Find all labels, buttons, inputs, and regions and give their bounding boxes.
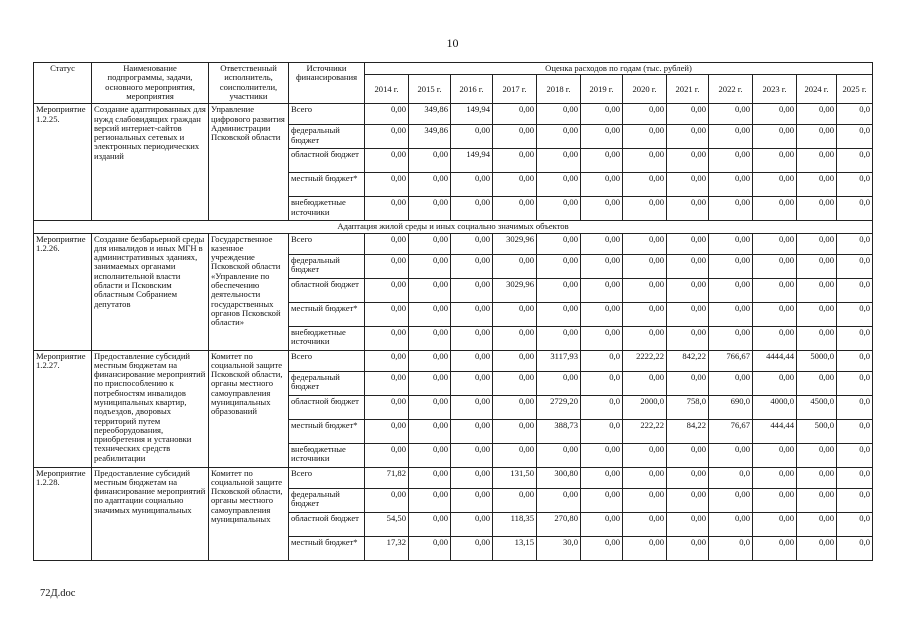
cell-value: 4444,44 [753, 350, 797, 371]
cell-responsible: Государственное казенное учреждение Псковской области «Управление по обеспечению деятельности государственных органов Псковской области» [209, 233, 289, 350]
cell-value: 300,80 [537, 467, 581, 488]
cell-value: 0,00 [623, 149, 667, 173]
header-sources: Источники финансирования [289, 63, 365, 104]
cell-value: 17,32 [365, 536, 409, 560]
cell-value: 0,00 [797, 443, 837, 467]
cell-value: 0,00 [493, 302, 537, 326]
cell-value: 0,00 [451, 467, 493, 488]
cell-value: 0,00 [623, 254, 667, 278]
cell-value: 0,00 [493, 197, 537, 221]
cell-source: Всего [289, 104, 365, 125]
cell-value: 0,0 [837, 443, 873, 467]
header-year: 2014 г. [365, 75, 409, 104]
cell-value: 4500,0 [797, 395, 837, 419]
cell-value: 0,00 [365, 149, 409, 173]
cell-value: 0,00 [753, 278, 797, 302]
cell-value: 0,0 [837, 149, 873, 173]
cell-value: 500,0 [797, 419, 837, 443]
cell-value: 0,00 [623, 104, 667, 125]
cell-value: 0,00 [365, 395, 409, 419]
cell-value: 5000,0 [797, 350, 837, 371]
cell-value: 0,0 [837, 278, 873, 302]
cell-value: 2000,0 [623, 395, 667, 419]
cell-value: 0,00 [409, 302, 451, 326]
cell-value: 0,00 [493, 350, 537, 371]
section-title: Адаптация жилой среды и иных социально значимых объектов [34, 221, 873, 233]
cell-value: 0,00 [581, 104, 623, 125]
header-estimate: Оценка расходов по годам (тыс. рублей) [365, 63, 873, 75]
cell-value: 0,00 [493, 488, 537, 512]
cell-value: 0,00 [667, 173, 709, 197]
cell-value: 0,00 [365, 173, 409, 197]
cell-value: 0,00 [709, 173, 753, 197]
cell-name: Создание безбарьерной среды для инвалидов и иных МГН в административных зданиях, занимаемых органами исполнительной власти области и Псковским областным Собранием депутатов [92, 233, 209, 350]
cell-value: 0,00 [451, 326, 493, 350]
header-year: 2018 г. [537, 75, 581, 104]
header-status: Статус [34, 63, 92, 104]
cell-value: 0,00 [753, 326, 797, 350]
table-row [34, 233, 873, 254]
cell-value: 0,00 [451, 512, 493, 536]
cell-value: 0,00 [537, 326, 581, 350]
cell-value: 0,0 [837, 395, 873, 419]
cell-value: 0,00 [753, 104, 797, 125]
cell-value: 0,0 [837, 254, 873, 278]
cell-value: 0,00 [753, 536, 797, 560]
cell-value: 0,00 [365, 104, 409, 125]
cell-value: 0,00 [709, 488, 753, 512]
cell-value: 118,35 [493, 512, 537, 536]
cell-value: 149,94 [451, 104, 493, 125]
cell-value: 0,00 [797, 467, 837, 488]
footer-filename: 72Д.doc [40, 588, 76, 599]
cell-value: 0,00 [667, 443, 709, 467]
cell-value: 0,00 [493, 125, 537, 149]
cell-value: 0,00 [667, 512, 709, 536]
cell-source: областной бюджет [289, 512, 365, 536]
cell-value: 0,00 [537, 302, 581, 326]
cell-value: 0,00 [709, 197, 753, 221]
cell-value: 0,00 [409, 326, 451, 350]
cell-value: 0,00 [709, 371, 753, 395]
cell-value: 0,00 [581, 254, 623, 278]
cell-value: 0,00 [623, 173, 667, 197]
cell-value: 0,0 [837, 197, 873, 221]
cell-value: 0,00 [623, 197, 667, 221]
cell-responsible: Комитет по социальной защите Псковской области, органы местного самоуправления муниципальных образований [209, 350, 289, 467]
cell-value: 0,00 [753, 512, 797, 536]
cell-value: 0,00 [753, 173, 797, 197]
cell-value: 0,00 [493, 371, 537, 395]
cell-value: 131,50 [493, 467, 537, 488]
cell-value: 222,22 [623, 419, 667, 443]
cell-value: 0,00 [451, 173, 493, 197]
cell-value: 0,00 [797, 302, 837, 326]
cell-value: 3117,93 [537, 350, 581, 371]
header-year: 2024 г. [797, 75, 837, 104]
cell-value: 0,00 [451, 443, 493, 467]
cell-value: 0,00 [709, 104, 753, 125]
cell-value: 0,00 [409, 512, 451, 536]
cell-value: 0,00 [623, 302, 667, 326]
cell-value: 349,86 [409, 125, 451, 149]
cell-source: федеральный бюджет [289, 488, 365, 512]
cell-value: 0,00 [709, 233, 753, 254]
cell-name: Предоставление субсидий местным бюджетам на финансирование мероприятий по адаптации социально значимых муниципальных [92, 467, 209, 560]
header-name: Наименование подпрограммы, задачи, основного мероприятия, мероприятия [92, 63, 209, 104]
cell-value: 0,00 [451, 233, 493, 254]
cell-value: 0,00 [409, 443, 451, 467]
cell-value: 0,00 [409, 233, 451, 254]
cell-value: 0,00 [581, 326, 623, 350]
cell-value: 0,00 [753, 371, 797, 395]
cell-value: 0,00 [365, 254, 409, 278]
cell-value: 54,50 [365, 512, 409, 536]
cell-value: 0,00 [365, 233, 409, 254]
cell-value: 0,00 [451, 254, 493, 278]
header-responsible: Ответственный исполнитель, соисполнители, участники [209, 63, 289, 104]
cell-value: 0,00 [409, 149, 451, 173]
cell-source: местный бюджет* [289, 536, 365, 560]
cell-value: 0,00 [409, 350, 451, 371]
cell-value: 0,00 [365, 326, 409, 350]
cell-value: 0,0 [837, 302, 873, 326]
cell-value: 30,0 [537, 536, 581, 560]
cell-value: 0,0 [581, 350, 623, 371]
cell-value: 0,00 [537, 233, 581, 254]
cell-value: 0,00 [753, 149, 797, 173]
cell-value: 0,00 [667, 104, 709, 125]
cell-value: 71,82 [365, 467, 409, 488]
cell-value: 758,0 [667, 395, 709, 419]
cell-value: 84,22 [667, 419, 709, 443]
cell-value: 0,00 [797, 512, 837, 536]
cell-source: внебюджетные источники [289, 326, 365, 350]
cell-value: 0,00 [667, 233, 709, 254]
cell-value: 0,00 [623, 125, 667, 149]
cell-value: 0,00 [409, 419, 451, 443]
cell-value: 0,00 [537, 104, 581, 125]
cell-value: 0,00 [451, 350, 493, 371]
cell-value: 0,00 [493, 443, 537, 467]
cell-value: 0,00 [797, 104, 837, 125]
cell-value: 2729,20 [537, 395, 581, 419]
cell-value: 0,00 [581, 278, 623, 302]
cell-value: 0,00 [797, 326, 837, 350]
cell-value: 0,00 [451, 278, 493, 302]
cell-value: 0,00 [581, 233, 623, 254]
cell-value: 0,00 [753, 233, 797, 254]
cell-value: 0,00 [667, 149, 709, 173]
cell-value: 0,0 [581, 371, 623, 395]
cell-value: 3029,96 [493, 278, 537, 302]
cell-value: 0,00 [493, 395, 537, 419]
header-year: 2015 г. [409, 75, 451, 104]
cell-value: 0,00 [537, 125, 581, 149]
page-number: 10 [446, 36, 459, 50]
header-year: 2025 г. [837, 75, 873, 104]
cell-value: 0,00 [537, 149, 581, 173]
header-year: 2017 г. [493, 75, 537, 104]
cell-value: 0,00 [797, 173, 837, 197]
cell-value: 0,00 [753, 197, 797, 221]
cell-value: 2222,22 [623, 350, 667, 371]
cell-value: 0,00 [581, 125, 623, 149]
cell-value: 0,0 [581, 395, 623, 419]
cell-value: 0,00 [409, 488, 451, 512]
cell-value: 0,00 [709, 302, 753, 326]
cell-value: 349,86 [409, 104, 451, 125]
cell-value: 0,00 [667, 536, 709, 560]
cell-source: Всего [289, 467, 365, 488]
cell-value: 0,00 [451, 536, 493, 560]
cell-value: 270,80 [537, 512, 581, 536]
cell-value: 0,00 [451, 419, 493, 443]
cell-value: 0,00 [581, 149, 623, 173]
cell-value: 0,00 [797, 536, 837, 560]
cell-value: 0,00 [409, 278, 451, 302]
cell-value: 0,00 [623, 443, 667, 467]
cell-source: Всего [289, 350, 365, 371]
cell-value: 0,00 [409, 197, 451, 221]
cell-value: 0,00 [409, 254, 451, 278]
cell-source: местный бюджет* [289, 419, 365, 443]
cell-value: 0,0 [837, 233, 873, 254]
cell-value: 0,00 [537, 443, 581, 467]
cell-value: 0,00 [667, 278, 709, 302]
financing-table [33, 62, 873, 561]
cell-value: 0,00 [581, 536, 623, 560]
section-row [34, 221, 873, 233]
cell-value: 0,00 [709, 254, 753, 278]
cell-value: 0,00 [709, 512, 753, 536]
cell-value: 0,00 [493, 104, 537, 125]
cell-value: 0,0 [837, 104, 873, 125]
cell-value: 0,00 [365, 278, 409, 302]
table-body [34, 104, 873, 560]
cell-value: 0,00 [753, 488, 797, 512]
cell-value: 0,0 [837, 419, 873, 443]
cell-value: 0,00 [797, 371, 837, 395]
cell-source: внебюджетные источники [289, 443, 365, 467]
cell-value: 0,00 [709, 149, 753, 173]
cell-value: 0,00 [493, 254, 537, 278]
cell-value: 0,00 [365, 302, 409, 326]
cell-value: 0,00 [753, 254, 797, 278]
cell-value: 0,00 [581, 197, 623, 221]
cell-value: 0,00 [581, 512, 623, 536]
cell-value: 0,00 [581, 488, 623, 512]
cell-status: Мероприятие 1.2.28. [34, 467, 92, 560]
cell-value: 0,00 [581, 173, 623, 197]
cell-value: 0,00 [667, 467, 709, 488]
cell-source: местный бюджет* [289, 173, 365, 197]
cell-value: 0,0 [837, 371, 873, 395]
cell-value: 766,67 [709, 350, 753, 371]
cell-source: федеральный бюджет [289, 371, 365, 395]
cell-value: 0,0 [709, 536, 753, 560]
cell-source: внебюджетные источники [289, 197, 365, 221]
table-header-row [34, 63, 873, 75]
cell-value: 0,00 [623, 233, 667, 254]
cell-value: 0,00 [709, 443, 753, 467]
cell-value: 0,00 [365, 350, 409, 371]
header-year: 2021 г. [667, 75, 709, 104]
cell-value: 0,00 [451, 302, 493, 326]
cell-value: 0,00 [623, 278, 667, 302]
cell-value: 0,00 [365, 488, 409, 512]
header-year: 2016 г. [451, 75, 493, 104]
cell-value: 0,0 [837, 326, 873, 350]
cell-value: 0,00 [753, 125, 797, 149]
cell-value: 0,00 [623, 467, 667, 488]
cell-value: 0,00 [797, 254, 837, 278]
cell-source: Всего [289, 233, 365, 254]
cell-value: 0,00 [451, 125, 493, 149]
cell-value: 0,0 [837, 125, 873, 149]
cell-status: Мероприятие 1.2.27. [34, 350, 92, 467]
cell-value: 0,00 [709, 278, 753, 302]
cell-value: 0,00 [365, 371, 409, 395]
cell-source: областной бюджет [289, 395, 365, 419]
cell-value: 4000,0 [753, 395, 797, 419]
cell-value: 0,00 [667, 326, 709, 350]
cell-value: 0,00 [409, 173, 451, 197]
cell-value: 149,94 [451, 149, 493, 173]
cell-value: 0,00 [667, 371, 709, 395]
cell-value: 0,0 [837, 536, 873, 560]
cell-value: 0,0 [837, 488, 873, 512]
cell-value: 0,00 [797, 149, 837, 173]
cell-source: областной бюджет [289, 149, 365, 173]
cell-value: 0,0 [837, 467, 873, 488]
cell-responsible: Управление цифрового развития Администрации Псковской области [209, 104, 289, 221]
cell-value: 0,00 [537, 197, 581, 221]
cell-value: 0,00 [667, 302, 709, 326]
cell-value: 0,00 [623, 512, 667, 536]
cell-value: 3029,96 [493, 233, 537, 254]
table-row [34, 104, 873, 125]
table-row [34, 350, 873, 371]
cell-value: 0,00 [537, 278, 581, 302]
cell-value: 0,00 [623, 488, 667, 512]
cell-value: 0,00 [493, 149, 537, 173]
cell-value: 0,00 [451, 488, 493, 512]
cell-value: 0,00 [365, 197, 409, 221]
cell-value: 0,00 [623, 326, 667, 350]
cell-value: 0,00 [709, 326, 753, 350]
cell-value: 0,00 [537, 254, 581, 278]
cell-value: 0,00 [409, 371, 451, 395]
cell-value: 0,00 [409, 467, 451, 488]
cell-value: 0,00 [709, 125, 753, 149]
cell-value: 0,00 [451, 197, 493, 221]
cell-value: 0,00 [797, 278, 837, 302]
cell-value: 444,44 [753, 419, 797, 443]
cell-value: 0,00 [623, 536, 667, 560]
cell-value: 0,00 [493, 173, 537, 197]
cell-value: 76,67 [709, 419, 753, 443]
cell-value: 0,00 [581, 302, 623, 326]
cell-source: областной бюджет [289, 278, 365, 302]
cell-name: Создание адаптированных для нужд слабовидящих граждан версий интернет-сайтов региональных сетевых и электронных периодических изданий [92, 104, 209, 221]
cell-value: 0,0 [581, 419, 623, 443]
cell-value: 0,00 [409, 395, 451, 419]
cell-value: 0,00 [537, 488, 581, 512]
cell-value: 842,22 [667, 350, 709, 371]
cell-value: 0,0 [709, 467, 753, 488]
cell-source: местный бюджет* [289, 302, 365, 326]
cell-status: Мероприятие 1.2.25. [34, 104, 92, 221]
header-year: 2020 г. [623, 75, 667, 104]
cell-value: 0,00 [797, 488, 837, 512]
header-year: 2023 г. [753, 75, 797, 104]
cell-value: 13,15 [493, 536, 537, 560]
cell-value: 0,00 [409, 536, 451, 560]
cell-value: 690,0 [709, 395, 753, 419]
cell-value: 0,00 [797, 233, 837, 254]
cell-value: 0,0 [837, 512, 873, 536]
cell-value: 0,00 [667, 197, 709, 221]
cell-value: 0,00 [623, 371, 667, 395]
cell-value: 0,00 [753, 467, 797, 488]
header-year: 2019 г. [581, 75, 623, 104]
cell-value: 0,00 [493, 326, 537, 350]
cell-value: 0,00 [365, 443, 409, 467]
cell-value: 0,00 [797, 125, 837, 149]
cell-status: Мероприятие 1.2.26. [34, 233, 92, 350]
cell-value: 0,00 [537, 173, 581, 197]
table-row [34, 467, 873, 488]
cell-value: 0,00 [365, 419, 409, 443]
cell-value: 0,00 [667, 254, 709, 278]
cell-source: федеральный бюджет [289, 254, 365, 278]
cell-value: 0,00 [667, 488, 709, 512]
cell-value: 388,73 [537, 419, 581, 443]
cell-value: 0,00 [365, 125, 409, 149]
cell-value: 0,00 [797, 197, 837, 221]
cell-responsible: Комитет по социальной защите Псковской области, органы местного самоуправления муниципальных [209, 467, 289, 560]
cell-value: 0,0 [837, 173, 873, 197]
cell-value: 0,0 [837, 350, 873, 371]
cell-value: 0,00 [493, 419, 537, 443]
cell-value: 0,00 [581, 443, 623, 467]
header-year: 2022 г. [709, 75, 753, 104]
cell-value: 0,00 [581, 467, 623, 488]
cell-value: 0,00 [537, 371, 581, 395]
cell-value: 0,00 [667, 125, 709, 149]
cell-source: федеральный бюджет [289, 125, 365, 149]
cell-value: 0,00 [753, 443, 797, 467]
cell-value: 0,00 [753, 302, 797, 326]
cell-value: 0,00 [451, 395, 493, 419]
cell-name: Предоставление субсидий местным бюджетам на финансирование мероприятий по приспособлению к потребностям инвалидов муниципальных квартир, подъездов, дворовых территорий путем переоборудования, приобретения и установки технических средств реабилитации [92, 350, 209, 467]
cell-value: 0,00 [451, 371, 493, 395]
